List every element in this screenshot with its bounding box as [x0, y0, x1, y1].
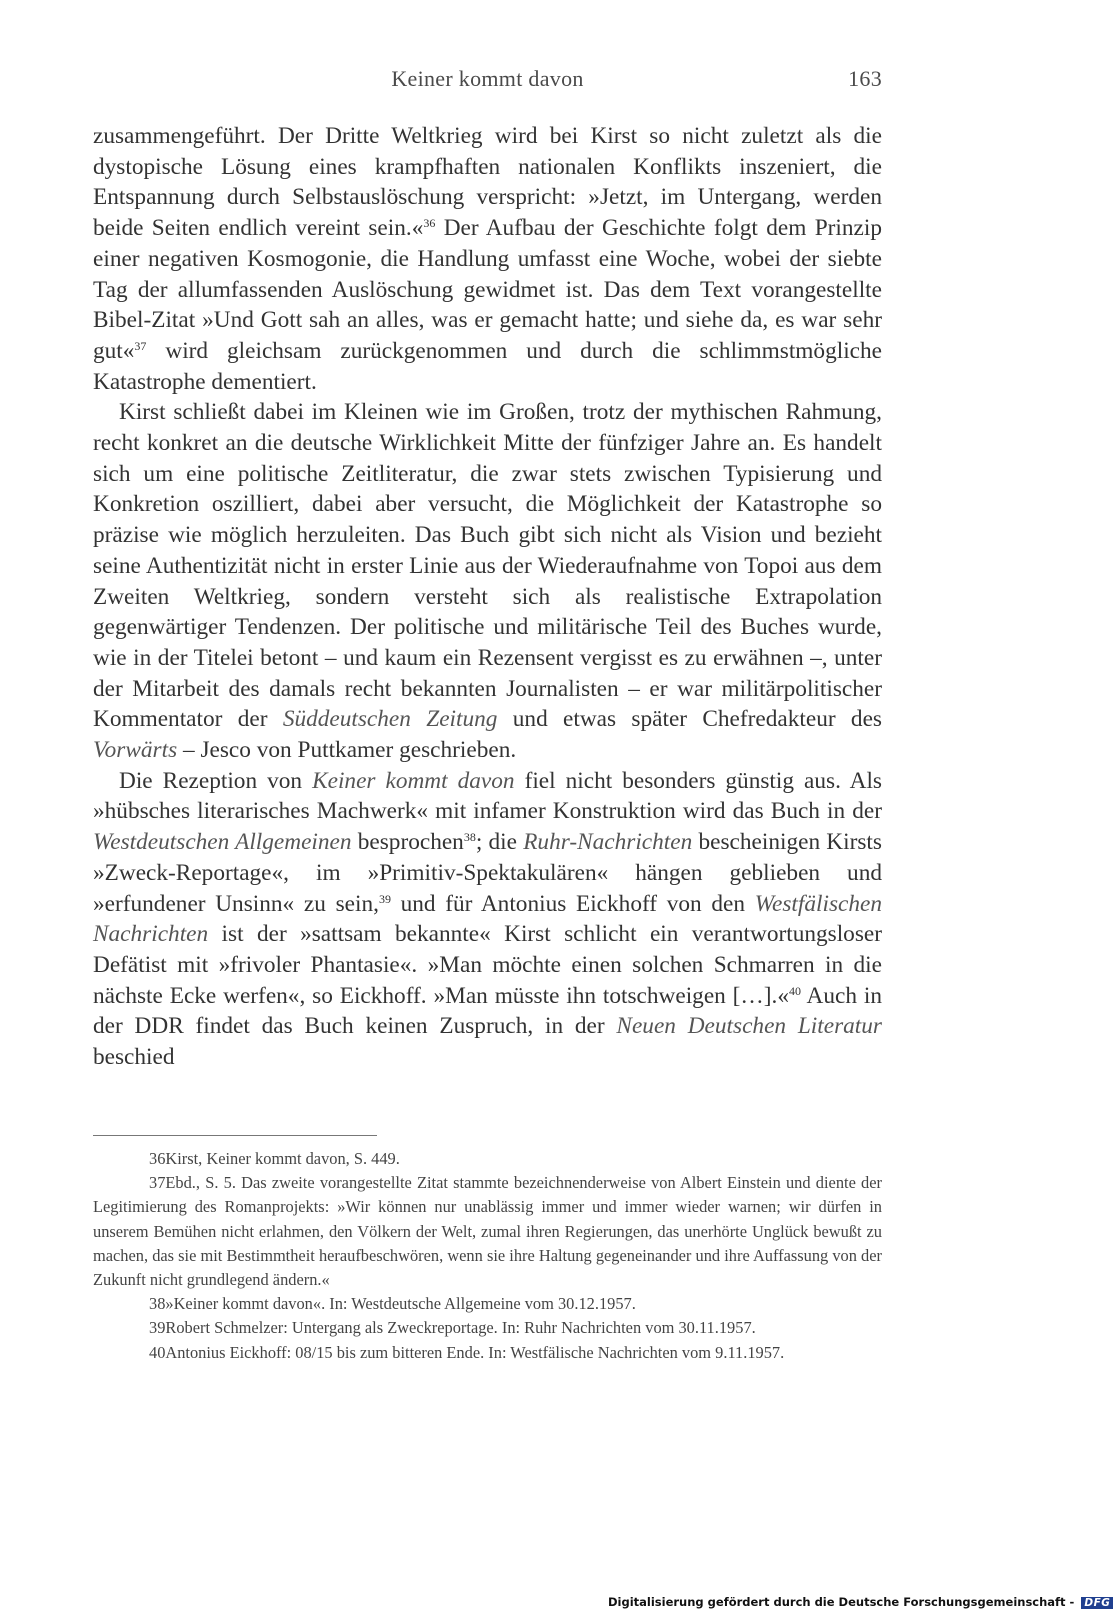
text-run: Auch in der DDR findet das Buch keinen Zuspruch, in der	[93, 982, 882, 1040]
text-run: ist der »sattsam bekannte« Kirst schlicht ein verantwortungsloser Defätist mit »frivoler Phantasie«. »Man möchte einen solchen Schmarren in die nächste Ecke werfen«, so Eickhoff. »Man müsste ihn totschweigen […].«	[93, 921, 882, 1009]
footnote	[93, 1292, 882, 1316]
body-text	[93, 121, 882, 1073]
text-run: wird gleichsam zurückgenommen und durch die schlimmstmögliche Katastrophe dementiert.	[93, 337, 882, 395]
footnote	[93, 1171, 882, 1292]
footnote	[93, 1316, 882, 1340]
footnote-text: Antonius Eickhoff: 08/15 bis zum bitteren Ende. In: Westfälische Nachrichten vom 9.11.1957.	[165, 1342, 785, 1362]
running-header	[93, 66, 882, 98]
footnote-number: 37	[149, 1173, 166, 1193]
footnote-number: 36	[149, 1149, 166, 1168]
footnote-marker: 36	[423, 216, 436, 231]
text-run: bescheinigen Kirsts »Zweck-Reportage«, im »Primitiv-Spektakulären« hängen geblieben und »erfundener Unsinn« zu sein,	[93, 829, 882, 917]
text-run: und für Antonius Eickhoff von den	[390, 890, 755, 917]
text-run: – Jesco von Puttkamer geschrieben.	[177, 737, 517, 764]
footnote-marker: 37	[134, 338, 147, 353]
text-run: und etwas später Chefredakteur des	[497, 706, 882, 733]
text-run: fiel nicht besonders günstig aus. Als »hübsches literarisches Machwerk« mit infamer Konstruktion wird das Buch in der	[93, 767, 882, 825]
footnote	[93, 1341, 882, 1365]
italic-title: Süddeutschen Zeitung	[282, 706, 498, 733]
italic-title: Westfälischen Nachrichten	[93, 890, 882, 948]
text-run: zusammengeführt. Der Dritte Weltkrieg wird bei Kirst so nicht zuletzt als die dystopische Lösung eines krampfhaften nationalen Konflikts inszeniert, die Entspannung durch Selbstauslöschung verspricht: »Jetzt, im Untergang, werden beide Seiten endlich vereint sein.«	[93, 123, 882, 242]
footnote-separator	[93, 1135, 377, 1136]
page-number: 163	[848, 66, 882, 91]
footnote-text: Kirst, Keiner kommt davon, S. 449.	[165, 1149, 400, 1168]
footnotes	[93, 1147, 882, 1365]
footnote-number: 38	[149, 1294, 166, 1314]
text-run: Kirst schließt dabei im Kleinen wie im Großen, trotz der mythischen Rahmung, recht konkret an die deutsche Wirklichkeit Mitte der fünfziger Jahre an. Es handelt sich um eine politische Zeitliteratur, die zwar stets zwischen Typisierung und Konkretion oszilliert, dabei aber versucht, die Möglichkeit der Katastrophe so präzise wie möglich herzuleiten. Das Buch gibt sich nicht als Vision und bezieht seine Authentizität nicht in erster Linie aus der Wiederaufnahme von Topoi aus dem Zweiten Weltkrieg, sondern versteht sich als realistische Extrapolation gegenwärtiger Tendenzen. Der politische und militärische Teil des Buches wurde, wie in der Titelei betont – und kaum ein Rezensent vergisst es zu erwähnen –, unter der Mitarbeit des damals recht bekannten Journalisten – er war militärpolitischer Kommentator der	[93, 399, 882, 733]
italic-title: Westdeutschen Allgemeinen	[93, 829, 352, 856]
digitization-footer	[608, 1595, 1113, 1615]
footnote-marker: 39	[378, 891, 391, 906]
italic-title: Neuen Deutschen Literatur	[616, 1013, 882, 1040]
footnote-number: 40	[149, 1342, 166, 1362]
text-run: besprochen	[351, 829, 464, 856]
footnote-marker: 40	[788, 983, 801, 998]
footnote-marker: 38	[463, 830, 476, 845]
footer-text: Digitalisierung gefördert durch die Deutsche Forschungsgemeinschaft -	[608, 1595, 1075, 1609]
paragraph	[93, 766, 882, 1073]
running-title: Keiner kommt davon	[391, 66, 584, 91]
footnote-text: »Keiner kommt davon«. In: Westdeutsche Allgemeine vom 30.12.1957.	[165, 1294, 636, 1314]
footnote-text: Robert Schmelzer: Untergang als Zweckreportage. In: Ruhr Nachrichten vom 30.11.1957.	[165, 1318, 756, 1338]
text-run: Der Aufbau der Geschichte folgt dem Prinzip einer negativen Kosmogonie, die Handlung umfasst eine Woche, wobei der siebte Tag der allumfassenden Auslöschung gewidmet ist. Das dem Text vorangestellte Bibel-Zitat »Und Gott sah an alles, was er gemacht hatte; und siehe da, es war sehr gut«	[93, 215, 882, 364]
italic-title: Ruhr-Nachrichten	[523, 829, 693, 856]
footnote	[93, 1147, 882, 1171]
text-run: beschied	[93, 1044, 175, 1071]
text-run: ; die	[475, 829, 524, 856]
footnote-text: Ebd., S. 5. Das zweite vorangestellte Zitat stammte bezeichnenderweise von Albert Einstein und diente der Legitimierung des Romanprojekts: »Wir können nur unablässig immer und immer wieder warnen; wir dürfen in unserem Bemühen nicht erlahmen, den Völkern der Welt, zumal ihren Regierungen, das unerhörte Unglück bewußt zu machen, das sie mit Bestimmtheit heraufbeschwören, wenn sie ihre Haltung gegeneinander und ihre Auffassung von der Zukunft nicht grundlegend ändern.«	[93, 1173, 882, 1290]
dfg-logo: DFG	[1081, 1597, 1113, 1609]
paragraph	[93, 121, 882, 397]
footnote-number: 39	[149, 1318, 166, 1338]
italic-title: Keiner kommt davon	[312, 767, 515, 794]
paragraph	[93, 397, 882, 765]
italic-title: Vorwärts	[93, 737, 178, 764]
text-run: Die Rezeption von	[119, 767, 313, 794]
